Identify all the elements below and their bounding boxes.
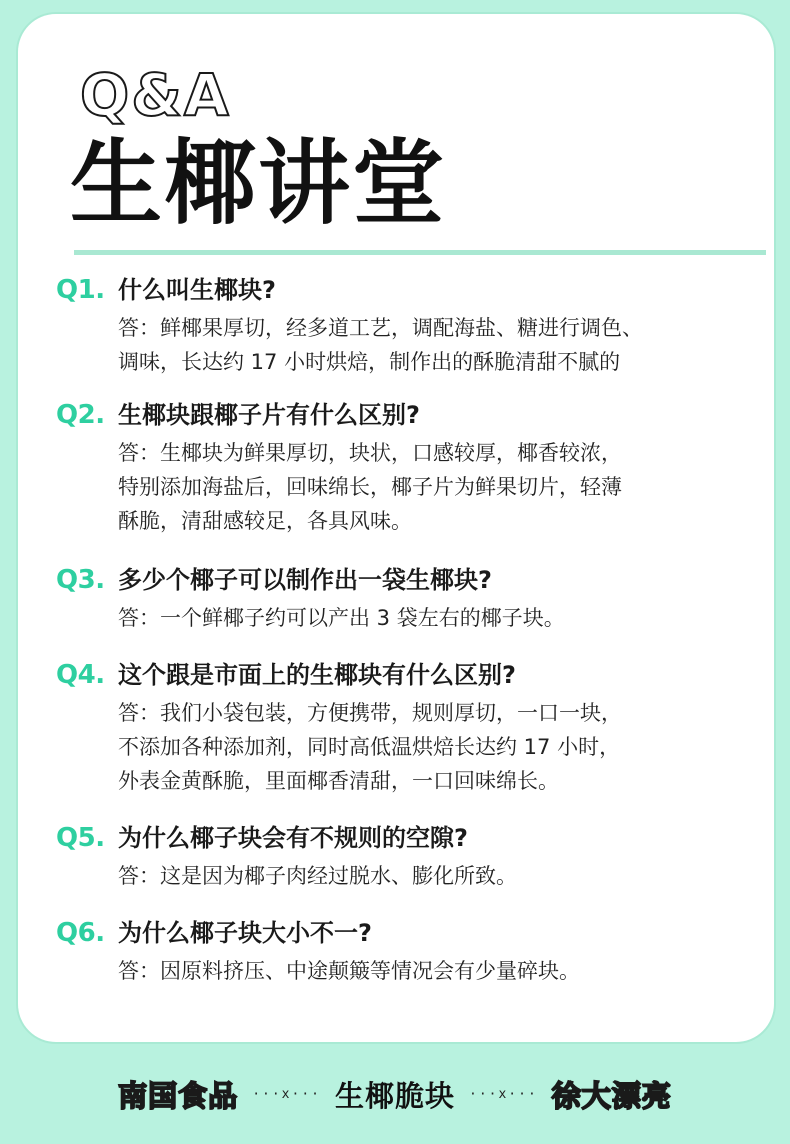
question-row [56,655,746,690]
answer-line: 答：我们小袋包装，方便携带，规则厚切，一口一块， [118,701,622,725]
answer-text [118,601,746,635]
footer-brand-left: 南国食品 [118,1079,239,1113]
page-title: 生椰讲堂 [70,130,447,237]
qa-item [56,560,746,635]
footer-separator: ···x··· [252,1087,321,1102]
qa-item [56,395,746,538]
question-text: 为什么椰子块大小不一? [118,919,372,947]
answer-text [118,954,746,988]
question-row [56,395,746,430]
question-text: 多少个椰子可以制作出一袋生椰块? [118,566,492,594]
qa-item [56,655,746,798]
answer-line: 酥脆，清甜感较足，各具风味。 [118,509,412,533]
question-number: Q3. [56,565,105,595]
question-text: 什么叫生椰块? [118,276,276,304]
answer-line: 外表金黄酥脆，里面椰香清甜，一口回味绵长。 [118,769,559,793]
question-text: 这个跟是市面上的生椰块有什么区别? [118,661,516,689]
answer-line: 答：一个鲜椰子约可以产出 3 袋左右的椰子块。 [118,606,565,630]
question-row [56,818,746,853]
answer-line: 答：生椰块为鲜果厚切，块状，口感较厚，椰香较浓， [118,441,622,465]
answer-line: 答：这是因为椰子肉经过脱水、膨化所致。 [118,864,517,888]
answer-text [118,311,746,379]
question-text: 为什么椰子块会有不规则的空隙? [118,824,468,852]
footer-product: 生椰脆块 [334,1079,455,1113]
answer-line: 答：因原料挤压、中途颠簸等情况会有少量碎块。 [118,959,580,983]
question-number: Q5. [56,823,105,853]
answer-line: 答：鲜椰果厚切，经多道工艺，调配海盐、糖进行调色、 [118,316,643,340]
qa-item [56,818,746,893]
question-number: Q2. [56,400,105,430]
answer-line: 不添加各种添加剂，同时高低温烘焙长达约 17 小时， [118,735,621,759]
question-text: 生椰块跟椰子片有什么区别? [118,401,420,429]
footer [0,1074,790,1115]
footer-separator: ···x··· [469,1087,538,1102]
qa-item [56,913,746,988]
question-number: Q6. [56,918,105,948]
footer-brand-right: 徐大漂亮 [551,1079,672,1113]
answer-line: 特别添加海盐后，回味绵长，椰子片为鲜果切片，轻薄 [118,475,622,499]
qa-logo: Q&A [80,61,231,129]
divider [74,250,766,255]
question-number: Q4. [56,660,105,690]
answer-text [118,696,746,798]
question-row [56,913,746,948]
answer-line: 调味，长达约 17 小时烘焙，制作出的酥脆清甜不腻的 [118,350,621,374]
answer-text [118,859,746,893]
question-row [56,270,746,305]
qa-item [56,270,746,379]
question-row [56,560,746,595]
answer-text [118,436,746,538]
question-number: Q1. [56,275,105,305]
